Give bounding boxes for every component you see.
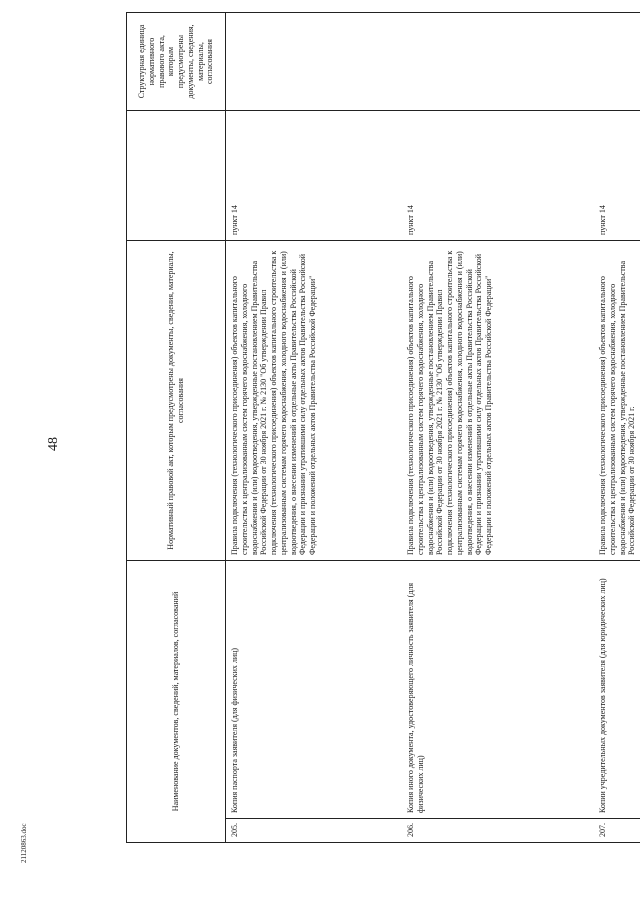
row-number: 207. [594,819,640,843]
row-name: Копия паспорта заявителя (для физических лиц) [226,561,403,819]
documents-table [126,13,637,843]
row-act: Правила подключения (технологического присоединения) объектов капитального строительства к централизованным систем горячего водоснабжения, холодного водоснабжения и (или) водоотведения, утвержденные постановлением Правительства Российской Федерации от 30 ноября 2021 г. № 2130 "Об утверждении Правил подключения (технологического присоединения) объектов капитального строительства к централизованным системам горячего водоснабжения, холодного водоснабжения и (или) водоотведения, о внесении изменений в отдельные акты Правительства Российской Федерации и признании утратившими силу отдельных актов Правительства Российской Федерации и положений отдельных актов Правительства Российской Федерации" [226,241,403,561]
header-act: Нормативный правовой акт, которым предусмотрены документы, сведения, материалы, согласования [127,241,226,561]
row-act: Правила подключения (технологического присоединения) объектов капитального строительства к централизованным систем горячего водоснабжения, холодного водоснабжения и (или) водоотведения, утвержденные постановлением Правительства Российской Федерации от 30 ноября 2021 г. [594,241,640,561]
header-name: Наименование документов, сведений, материалов, согласований [127,561,226,843]
row-unit: пункт 14 [594,111,640,241]
row-number: 206. [402,819,594,843]
row-unit: пункт 14 [226,111,403,241]
table-header-row [127,13,226,843]
row-empty [594,13,640,111]
table-row [402,13,594,843]
footer-filename: 21120863.doc [20,823,28,863]
row-act: Правила подключения (технологического присоединения) объектов капитального строительства к централизованным систем горячего водоснабжения, холодного водоснабжения и (или) водоотведения, утвержденные постановлением Правительства Российской Федерации от 30 ноября 2021 г. № 2130 "Об утверждении Правил подключения (технологического присоединения) объектов капитального строительства к централизованным системам горячего водоснабжения, холодного водоснабжения и (или) водоотведения, о внесении изменений в отдельные акты Правительства Российской Федерации и признании утратившими силу отдельных актов Правительства Российской Федерации и положений отдельных актов Правительства Российской Федерации" [402,241,594,561]
table-row [226,13,403,843]
header-unit: Структурная единица нормативного правового акта, которым предусмотрены документы, сведения, материалы, согласования [127,13,226,111]
row-name: Копии учредительных документов заявителя (для юридических лиц) [594,561,640,819]
header-empty [127,111,226,241]
row-name: Копия иного документа, удостоверяющего личность заявителя (для физических лиц) [402,561,594,819]
row-empty [402,13,594,111]
row-empty [226,13,403,111]
page-number: 48 [46,437,61,451]
table-row [594,13,640,843]
row-number: 205. [226,819,403,843]
row-unit: пункт 14 [402,111,594,241]
